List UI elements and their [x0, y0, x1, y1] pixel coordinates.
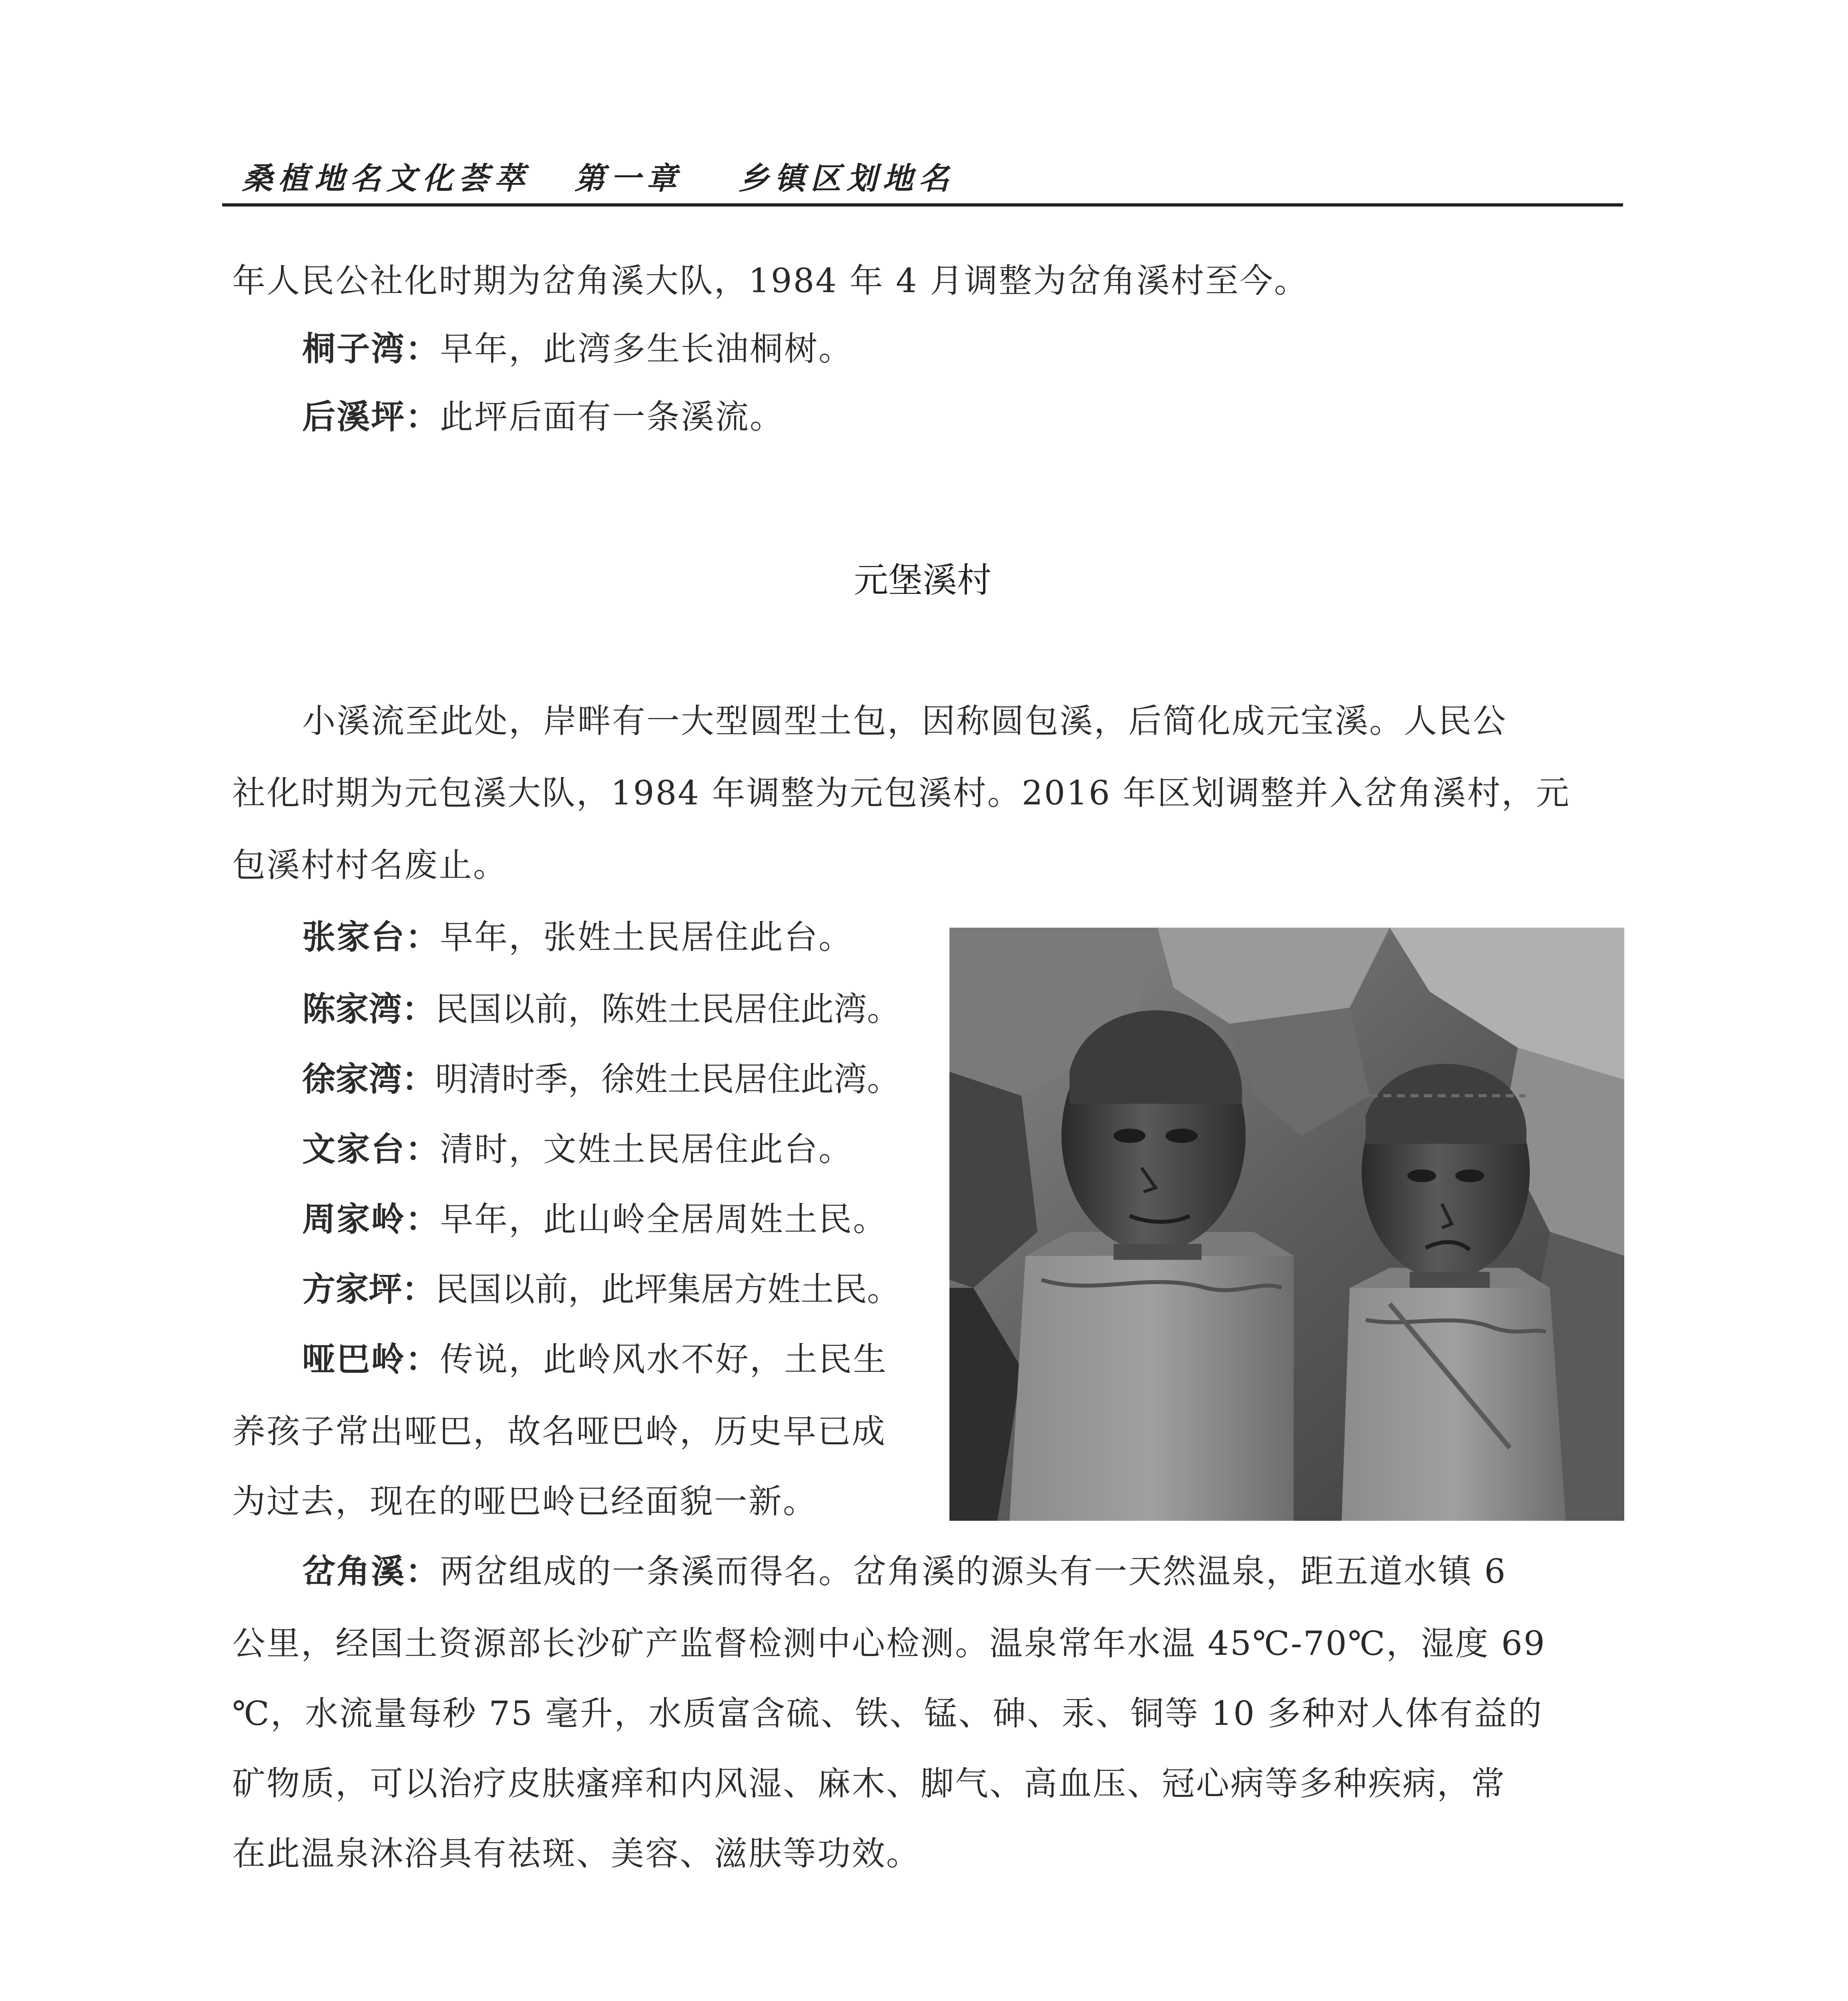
paragraph-line: 公里，经国土资源部长沙矿产监督检测中心检测。温泉常年水温 45℃-70℃，湿度 69: [232, 1624, 1546, 1663]
entry-wenjiatai: [302, 1117, 853, 1182]
entry-name: 方家坪：: [302, 1269, 435, 1309]
entry-fangjiaping: [302, 1257, 900, 1322]
entry-name: 徐家湾：: [302, 1059, 435, 1099]
paragraph-line: 在此温泉沐浴具有祛斑、美容、滋肤等功效。: [232, 1834, 921, 1873]
entry-chajiaoxi: [302, 1539, 1507, 1604]
entry-desc: 早年，张姓土民居住此台。: [440, 918, 853, 956]
header-rule: [222, 203, 1623, 207]
entry-desc: 明清时季，徐姓土民居住此湾。: [435, 1060, 900, 1099]
section-heading-yuanbaoxi: 元堡溪村: [854, 560, 991, 600]
entry-tongziwan: [302, 316, 853, 381]
section-heading-sangzhiping: [222, 1995, 1623, 2001]
entry-name: 岔角溪：: [302, 1552, 440, 1591]
running-header: [222, 154, 1623, 202]
entry-name: 张家台：: [302, 917, 440, 956]
entry-desc: 早年，此湾多生长油桐树。: [440, 329, 853, 368]
entry-name: 哑巴岭：: [302, 1339, 440, 1379]
entry-xujiawan: [302, 1047, 900, 1112]
book-title: 桑植地名文化荟萃: [242, 160, 530, 196]
entry-chenjiawan: [302, 976, 900, 1042]
entry-yabaling: [302, 1327, 887, 1392]
entry-name: 周家岭：: [302, 1199, 440, 1239]
entry-desc: 此坪后面有一条溪流。: [440, 397, 784, 436]
chapter-label: 第一章: [574, 160, 682, 196]
entry-zhangjiatai: [302, 904, 853, 970]
paragraph-line: 社化时期为元包溪大队，1984 年调整为元包溪村。2016 年区划调整并入岔角溪村，元: [232, 774, 1571, 812]
entry-desc: 清时，文姓土民居住此台。: [440, 1130, 853, 1169]
paragraph-line: 小溪流至此处，岸畔有一大型圆型土包，因称圆包溪，后简化成元宝溪。人民公: [302, 702, 1507, 740]
entry-name: 文家台：: [302, 1129, 440, 1169]
entry-desc: 民国以前，陈姓土民居住此湾。: [435, 990, 900, 1029]
paragraph-line: 包溪村村名废止。: [232, 846, 508, 884]
entry-desc: 传说，此岭风水不好，土民生: [440, 1340, 887, 1379]
intro-line: 年人民公社化时期为岔角溪大队，1984 年 4 月调整为岔角溪村至今。: [232, 261, 1309, 300]
entry-continuation: 为过去，现在的哑巴岭已经面貌一新。: [232, 1482, 817, 1521]
entry-name: 陈家湾：: [302, 989, 435, 1029]
paragraph-line: 矿物质，可以治疗皮肤瘙痒和内风湿、麻木、脚气、高血压、冠心病等多种疾病，常: [232, 1764, 1506, 1803]
entry-zhoujialing: [302, 1187, 887, 1252]
entry-name: 后溪坪：: [302, 397, 440, 436]
entry-desc: 民国以前，此坪集居方姓土民。: [435, 1270, 900, 1309]
entry-continuation: 养孩子常出哑巴，故名哑巴岭，历史早已成: [232, 1412, 886, 1451]
entry-name: 桐子湾：: [302, 329, 440, 368]
paragraph-line: ℃，水流量每秒 75 毫升，水质富含硫、铁、锰、砷、汞、铜等 10 多种对人体有益的: [232, 1694, 1543, 1733]
section-label: 乡镇区划地名: [738, 160, 955, 196]
entry-houxiping: [302, 384, 784, 449]
entry-desc: 早年，此山岭全居周姓土民。: [440, 1200, 887, 1239]
stone-busts-photo: [949, 928, 1624, 1521]
entry-desc: 两岔组成的一条溪而得名。岔角溪的源头有一天然温泉，距五道水镇 6: [440, 1552, 1507, 1591]
